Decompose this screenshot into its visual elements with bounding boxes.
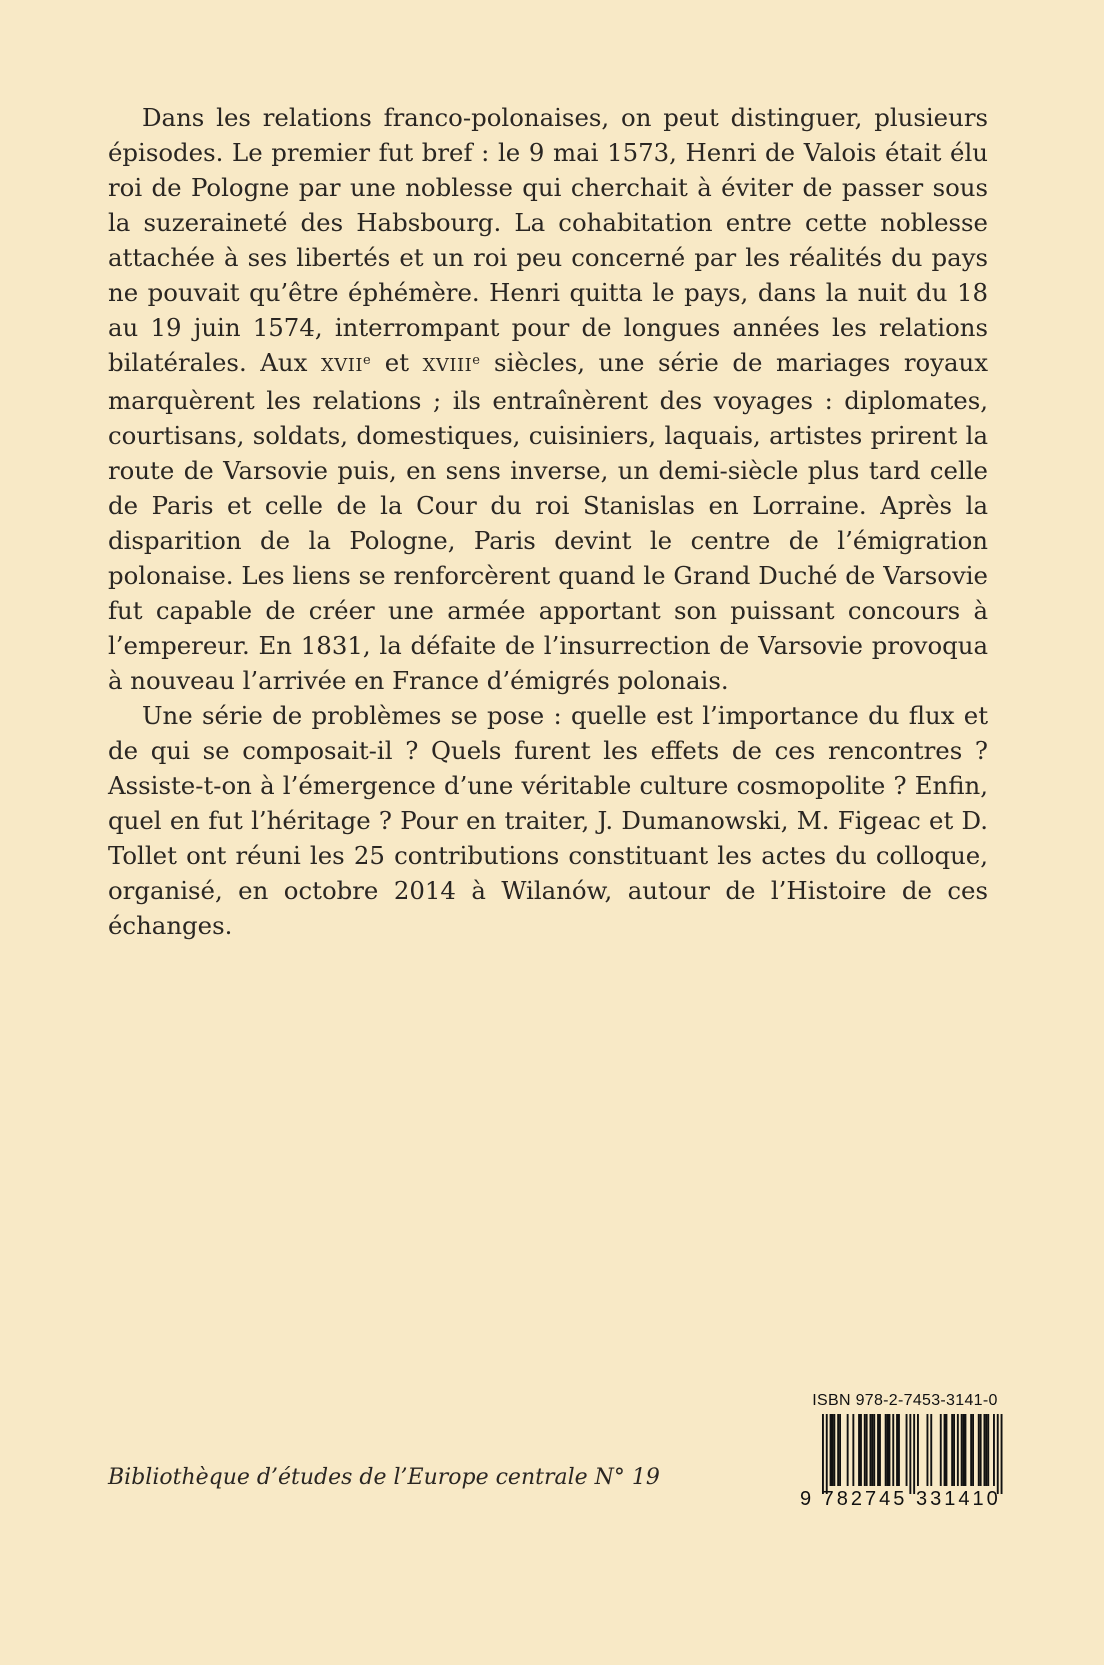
barcode-bars: [800, 1414, 1010, 1494]
barcode-bar: [906, 1414, 908, 1486]
barcode-bar: [980, 1414, 982, 1486]
ean-digits: 9 782745 331410: [800, 1488, 1001, 1510]
barcode-bar: [965, 1414, 967, 1486]
barcode-bar: [877, 1414, 879, 1486]
century-xviii: [423, 355, 481, 376]
barcode-bar: [839, 1414, 841, 1486]
barcode-bar: [885, 1414, 887, 1486]
barcode-bar: [873, 1414, 875, 1486]
barcode-bar: [852, 1414, 854, 1486]
barcode-bar: [866, 1414, 868, 1486]
isbn-barcode: [800, 1392, 1010, 1518]
barcode-guard-bar: [913, 1414, 915, 1494]
barcode-bar: [860, 1414, 862, 1486]
century-xviii-numeral: XVIII: [422, 355, 473, 376]
barcode-bar: [961, 1414, 963, 1486]
barcode-bar: [927, 1414, 929, 1486]
series-title: Bibliothèque d’études de l’Europe centrale N° 19: [108, 1465, 660, 1490]
barcode-bar: [898, 1414, 900, 1486]
barcode-bar: [887, 1414, 889, 1486]
barcode-bar: [957, 1414, 959, 1486]
barcode-bar: [892, 1414, 894, 1486]
barcode-bar: [951, 1414, 953, 1486]
barcode-bar: [917, 1414, 919, 1486]
blurb-paragraph-2: Une série de problèmes se pose : quelle est l’importance du flux et de qui se composait-il ? Quels furent les effets de ces rencontres ? Assiste-t-on à l’émergence d’une véritable culture cosmopolite ? Enfin, quel en fut l’héritage ? Pour en traiter, J. Dumanowski, M. Figeac et D. Tollet ont réuni les 25 contributions constituant les actes du colloque, organisé, en octobre 2014 à Wilanów, autour de l’Histoire de ces échanges.: [108, 701, 988, 940]
paragraph-1-text-c: siècles, une série de mariages royaux marquèrent les relations ; ils entraînèrent des voyages : diplomates, courtisans, soldats, domestiques, cuisiniers, laquais, artistes prirent la route de Varsovie puis, en sens inverse, un demi-siècle plus tard celle de Paris et celle de la Cour du roi Stanislas en Lorraine. Après la disparition de la Pologne, Paris devint le centre de l’émigration polonaise. Les liens se renforcèrent quand le Grand Duché de Varsovie fut capable de créer une armée apportant son puissant concours à l’empereur. En 1831, la défaite de l’insurrection de Varsovie provoqua à nouveau l’arrivée en France d’émigrés polonais.: [108, 348, 988, 695]
barcode-bar: [984, 1414, 986, 1486]
barcode-guard-bar: [822, 1414, 824, 1494]
barcode-bar: [879, 1414, 881, 1486]
barcode-guard-bar: [909, 1414, 911, 1494]
barcode-bar: [993, 1414, 995, 1486]
barcode-bar: [970, 1414, 972, 1486]
barcode-bar: [972, 1414, 974, 1486]
barcode-bar: [930, 1414, 932, 1486]
barcode-bar: [889, 1414, 891, 1486]
barcode-guard-bar: [1001, 1414, 1003, 1494]
barcode-bar: [871, 1414, 873, 1486]
barcode-guard-bar: [997, 1414, 999, 1494]
barcode-bar: [870, 1414, 872, 1486]
barcode-bar: [837, 1414, 839, 1486]
century-xvii: [321, 355, 371, 376]
barcode-bar: [953, 1414, 955, 1486]
isbn-label: ISBN 978-2-7453-3141-0: [812, 1392, 998, 1409]
barcode-bar: [832, 1414, 834, 1486]
century-xviii-suffix: e: [472, 353, 481, 368]
barcode-bar: [833, 1414, 835, 1486]
barcode-bar: [963, 1414, 965, 1486]
barcode-bar: [858, 1414, 860, 1486]
barcode-bar: [830, 1414, 832, 1486]
barcode-guard-bar: [826, 1414, 828, 1494]
blurb-paragraph-1: [108, 100, 988, 698]
paragraph-1-text-b: et: [371, 348, 423, 377]
barcode-bar: [896, 1414, 898, 1486]
barcode-bar: [946, 1414, 948, 1486]
century-xvii-suffix: e: [363, 353, 372, 368]
paragraph-1-text-a: Dans les relations franco-polonaises, on peut distinguer, plusieurs épisodes. Le premier fut bref : le 9 mai 1573, Henri de Valois était élu roi de Pologne par une noblesse qui cherchait à éviter de passer sous la suzeraineté des Habsbourg. La cohabitation entre cette noblesse attachée à ses libertés et un roi peu concerné par les réalités du pays ne pouvait qu’être éphémère. Henri quitta le pays, dans la nuit du 18 au 19 juin 1574, interrompant pour de longues années les relations bilatérales. Aux: [108, 103, 988, 377]
barcode-bar: [944, 1414, 946, 1486]
back-cover-blurb: [108, 100, 988, 943]
barcode-bar: [864, 1414, 866, 1486]
barcode-bar: [940, 1414, 942, 1486]
barcode-bar: [847, 1414, 849, 1486]
barcode-bar: [985, 1414, 987, 1486]
barcode-bar: [978, 1414, 980, 1486]
century-xvii-numeral: XVII: [320, 355, 363, 376]
barcode-bar: [987, 1414, 989, 1486]
